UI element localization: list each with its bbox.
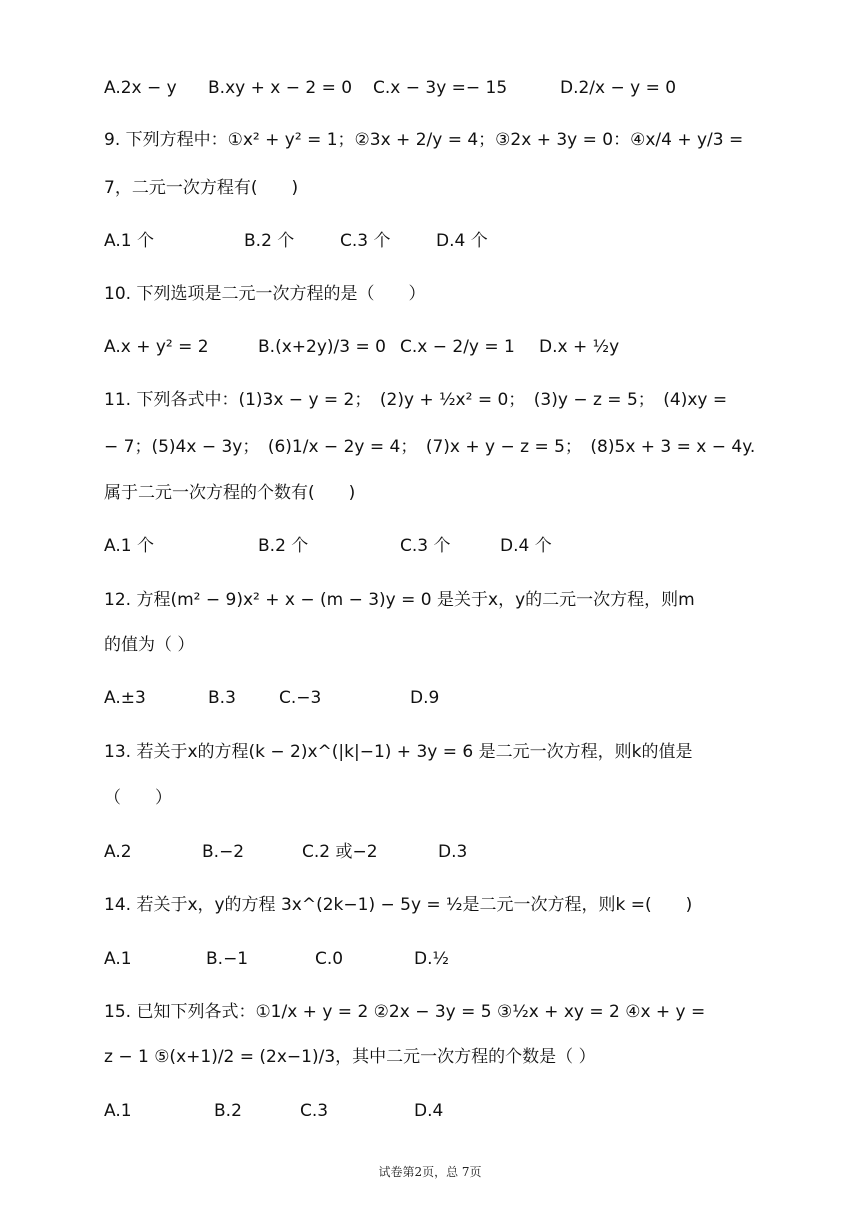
- q11-option-d: D.4 个: [500, 536, 552, 556]
- q10-option-d: D.x + ½y: [539, 337, 620, 357]
- q10-option-c: C.x − 2/y = 1: [400, 337, 515, 357]
- q15-option-d: D.4: [414, 1101, 444, 1121]
- q9-option-a: A.1 个: [104, 231, 154, 251]
- q10-question-line1: 10. 下列选项是二元一次方程的是（ ）: [104, 284, 426, 304]
- q15-option-c: C.3: [300, 1101, 329, 1121]
- q13-option-b: B.−2: [202, 842, 245, 862]
- q14-option-c: C.0: [315, 949, 344, 969]
- q12-option-c: C.−3: [279, 688, 322, 708]
- q11-option-a: A.1 个: [104, 536, 154, 556]
- q9-question-line1: 9. 下列方程中：①x² + y² = 1；②3x + 2/y = 4；③2x + 3y = 0：④x/4 + y/3 =: [104, 130, 744, 150]
- q8-option-b: B.xy + x − 2 = 0: [208, 78, 353, 98]
- q15-option-b: B.2: [214, 1101, 242, 1121]
- q14-option-a: A.1: [104, 949, 132, 969]
- q9-option-c: C.3 个: [340, 231, 391, 251]
- q12-option-a: A.±3: [104, 688, 146, 708]
- q14-question-line1: 14. 若关于x，y的方程 3x^(2k−1) − 5y = ½是二元一次方程，则k =( ): [104, 895, 693, 915]
- q15-question-line1: 15. 已知下列各式：①1/x + y = 2 ②2x − 3y = 5 ③½x + xy = 2 ④x + y =: [104, 1002, 706, 1022]
- q11-question-line3: 属于二元一次方程的个数有( ): [104, 483, 356, 503]
- q12-option-b: B.3: [208, 688, 236, 708]
- q10-option-b: B.(x+2y)/3 = 0: [258, 337, 386, 357]
- q13-question-line2: （ ）: [104, 788, 172, 808]
- q9-option-b: B.2 个: [244, 231, 295, 251]
- q14-option-b: B.−1: [206, 949, 249, 969]
- q14-option-d: D.½: [414, 949, 449, 969]
- q12-option-d: D.9: [410, 688, 440, 708]
- q15-option-a: A.1: [104, 1101, 132, 1121]
- q13-option-d: D.3: [438, 842, 468, 862]
- q10-option-a: A.x + y² = 2: [104, 337, 209, 357]
- q9-question-line2: 7，二元一次方程有( ): [104, 178, 299, 198]
- q8-option-a: A.2x − y: [104, 78, 177, 98]
- q13-option-c: C.2 或−2: [302, 842, 378, 862]
- q13-option-a: A.2: [104, 842, 132, 862]
- page-footer: 试卷第2页，总 7页: [378, 1165, 482, 1179]
- q12-question-line1: 12. 方程(m² − 9)x² + x − (m − 3)y = 0 是关于x，y的二元一次方程，则m: [104, 590, 695, 610]
- q8-option-d: D.2/x − y = 0: [560, 78, 677, 98]
- q13-question-line1: 13. 若关于x的方程(k − 2)x^(|k|−1) + 3y = 6 是二元一次方程，则k的值是: [104, 742, 693, 762]
- q11-option-b: B.2 个: [258, 536, 309, 556]
- q12-question-line2: 的值为（ ）: [104, 635, 195, 655]
- q8-option-c: C.x − 3y =− 15: [373, 78, 508, 98]
- q9-option-d: D.4 个: [436, 231, 488, 251]
- q11-option-c: C.3 个: [400, 536, 451, 556]
- q11-question-line1: 11. 下列各式中：(1)3x − y = 2； (2)y + ½x² = 0； (3)y − z = 5； (4)xy =: [104, 390, 728, 410]
- q15-question-line2: z − 1 ⑤(x+1)/2 = (2x−1)/3，其中二元一次方程的个数是（ ）: [104, 1047, 596, 1067]
- q11-question-line2: − 7；(5)4x − 3y； (6)1/x − 2y = 4； (7)x + y − z = 5； (8)5x + 3 = x − 4y.: [104, 437, 756, 457]
